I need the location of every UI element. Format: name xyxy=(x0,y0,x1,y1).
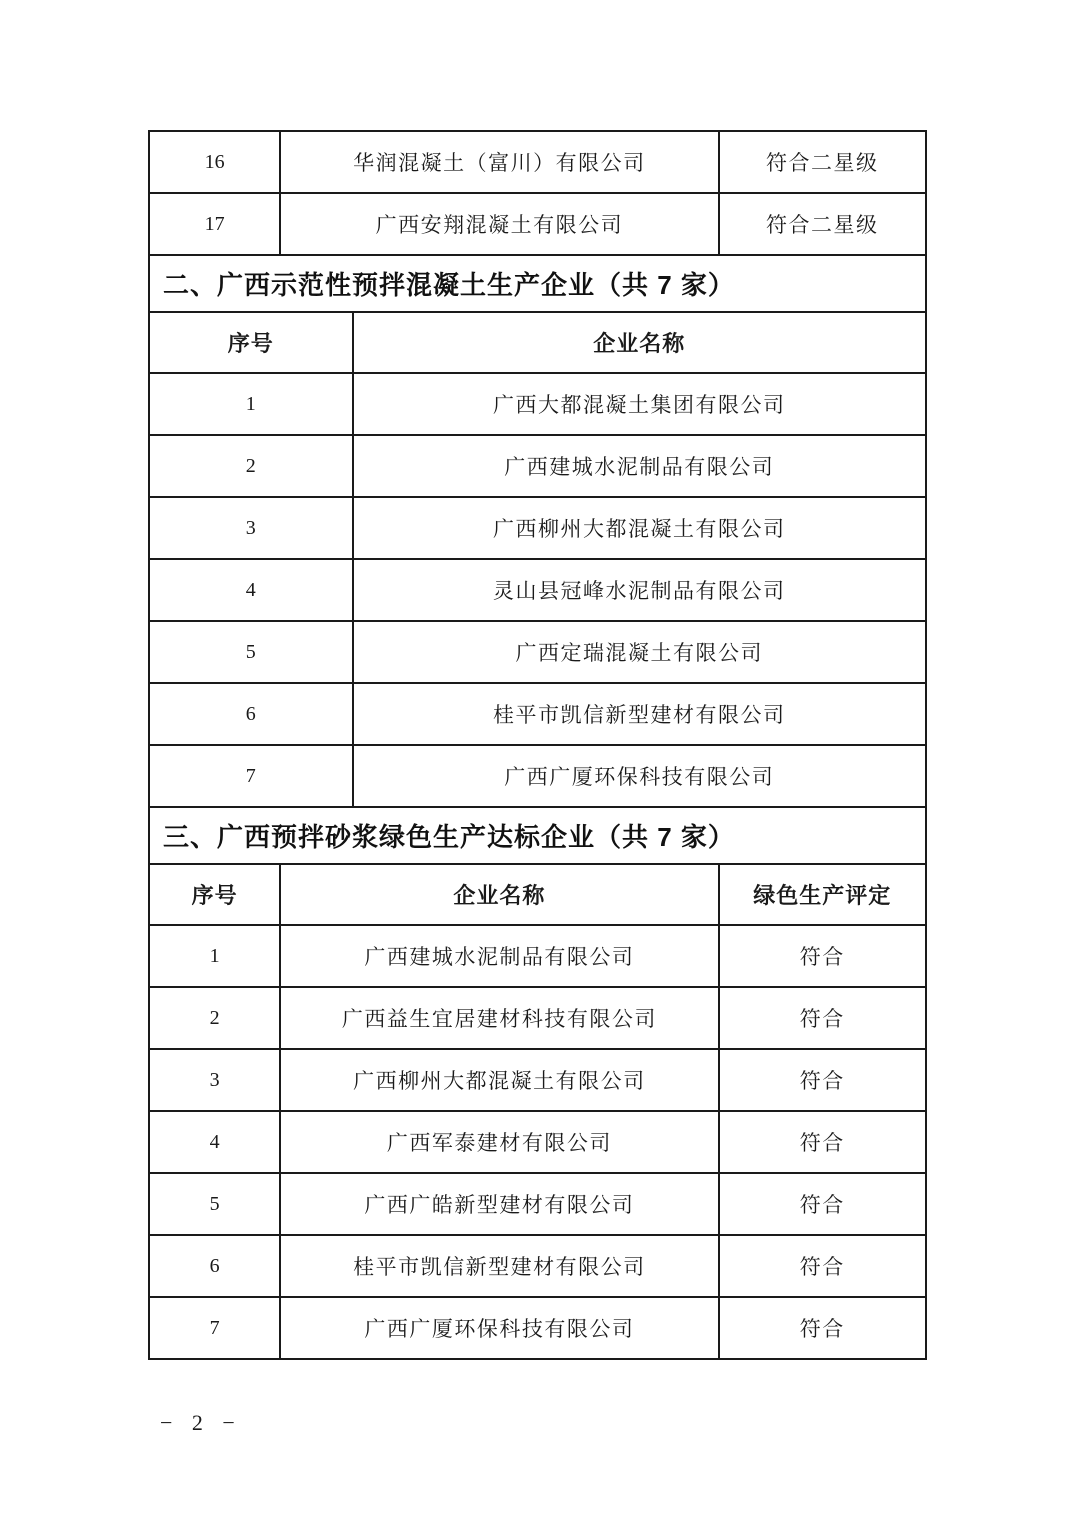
column-header-no: 序号 xyxy=(149,864,280,925)
table-row xyxy=(149,925,926,987)
row-index-cell: 4 xyxy=(149,559,353,621)
row-index-cell: 5 xyxy=(149,621,353,683)
row-index-cell: 1 xyxy=(149,373,353,435)
company-name-cell: 广西定瑞混凝土有限公司 xyxy=(353,621,926,683)
column-header-name: 企业名称 xyxy=(353,312,926,373)
row-index-cell: 16 xyxy=(149,131,280,193)
row-index-cell: 3 xyxy=(149,1049,280,1111)
company-name-cell: 华润混凝土（富川）有限公司 xyxy=(280,131,718,193)
company-name-cell: 广西广皓新型建材有限公司 xyxy=(280,1173,718,1235)
table-row xyxy=(149,1235,926,1297)
company-name-cell: 广西柳州大都混凝土有限公司 xyxy=(280,1049,718,1111)
row-index-cell: 7 xyxy=(149,1297,280,1359)
rating-cell: 符合 xyxy=(719,1235,926,1297)
company-name-cell: 广西广厦环保科技有限公司 xyxy=(280,1297,718,1359)
rating-cell: 符合 xyxy=(719,925,926,987)
section-3-header xyxy=(148,806,927,865)
document-content xyxy=(148,130,927,1360)
company-name-cell: 灵山县冠峰水泥制品有限公司 xyxy=(353,559,926,621)
company-name-cell: 广西建城水泥制品有限公司 xyxy=(280,925,718,987)
table-row xyxy=(149,683,926,745)
row-index-cell: 6 xyxy=(149,683,353,745)
company-name-cell: 广西建城水泥制品有限公司 xyxy=(353,435,926,497)
table-row xyxy=(149,1049,926,1111)
row-index-cell: 1 xyxy=(149,925,280,987)
company-name-cell: 广西广厦环保科技有限公司 xyxy=(353,745,926,807)
table-row xyxy=(149,193,926,255)
company-name-cell: 广西军泰建材有限公司 xyxy=(280,1111,718,1173)
table-header-row xyxy=(149,312,926,373)
table-row xyxy=(149,131,926,193)
table-row xyxy=(149,1111,926,1173)
rating-cell: 符合二星级 xyxy=(719,193,926,255)
column-header-name: 企业名称 xyxy=(280,864,718,925)
row-index-cell: 7 xyxy=(149,745,353,807)
row-index-cell: 5 xyxy=(149,1173,280,1235)
rating-cell: 符合 xyxy=(719,1173,926,1235)
rating-cell: 符合 xyxy=(719,1049,926,1111)
column-header-no: 序号 xyxy=(149,312,353,373)
rating-cell: 符合 xyxy=(719,1111,926,1173)
page-number: − 2 − xyxy=(160,1410,237,1435)
table-row xyxy=(149,621,926,683)
table-row xyxy=(149,1173,926,1235)
table-row xyxy=(149,373,926,435)
section-2-header xyxy=(148,254,927,313)
row-index-cell: 6 xyxy=(149,1235,280,1297)
company-name-cell: 桂平市凯信新型建材有限公司 xyxy=(353,683,926,745)
table-header-row xyxy=(149,864,926,925)
star-rating-table-continued xyxy=(148,130,927,256)
table-row xyxy=(149,745,926,807)
row-index-cell: 2 xyxy=(149,987,280,1049)
table-row xyxy=(149,497,926,559)
rating-cell: 符合二星级 xyxy=(719,131,926,193)
row-index-cell: 4 xyxy=(149,1111,280,1173)
company-name-cell: 桂平市凯信新型建材有限公司 xyxy=(280,1235,718,1297)
table-row xyxy=(149,987,926,1049)
table-row xyxy=(149,1297,926,1359)
column-header-rating: 绿色生产评定 xyxy=(719,864,926,925)
green-production-mortar-table xyxy=(148,863,927,1360)
row-index-cell: 2 xyxy=(149,435,353,497)
company-name-cell: 广西大都混凝土集团有限公司 xyxy=(353,373,926,435)
section-3-title: 三、广西预拌砂浆绿色生产达标企业（共 7 家） xyxy=(163,822,735,852)
section-2-title: 二、广西示范性预拌混凝土生产企业（共 7 家） xyxy=(163,270,735,300)
row-index-cell: 3 xyxy=(149,497,353,559)
table-row xyxy=(149,559,926,621)
company-name-cell: 广西柳州大都混凝土有限公司 xyxy=(353,497,926,559)
rating-cell: 符合 xyxy=(719,987,926,1049)
table-row xyxy=(149,435,926,497)
demonstration-concrete-table xyxy=(148,311,927,808)
company-name-cell: 广西益生宜居建材科技有限公司 xyxy=(280,987,718,1049)
company-name-cell: 广西安翔混凝土有限公司 xyxy=(280,193,718,255)
row-index-cell: 17 xyxy=(149,193,280,255)
rating-cell: 符合 xyxy=(719,1297,926,1359)
